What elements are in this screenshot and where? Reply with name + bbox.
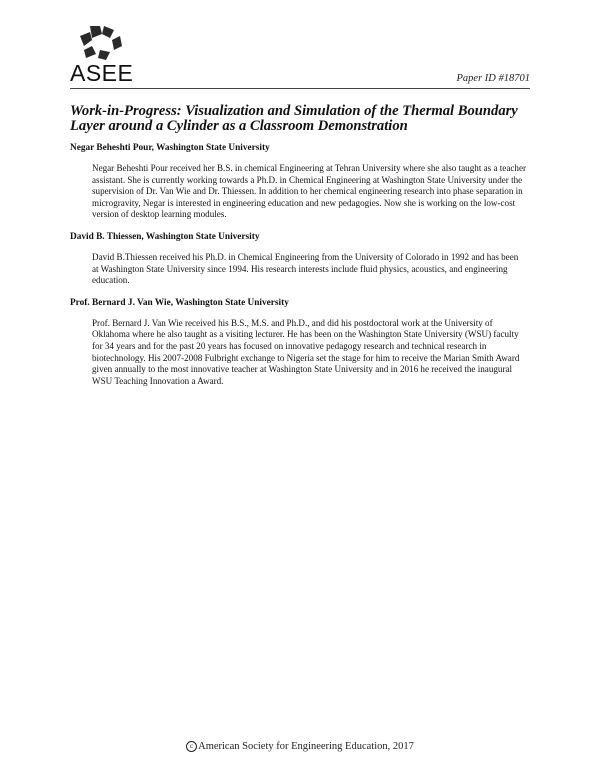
asee-logo-icon	[70, 24, 134, 64]
author-name: Negar Beheshti Pour, Washington State University	[70, 143, 270, 153]
copyright-text: American Society for Engineering Education, 2017	[198, 741, 414, 752]
copyright-footer	[0, 741, 600, 752]
author-bio: David B.Thiessen received his Ph.D. in Chemical Engineering from the University of Colorado in 1992 and has been at Washington State University since 1994. His research interests include fluid physics, acoustics, and engineering education.	[92, 251, 519, 286]
author-name: Prof. Bernard J. Van Wie, Washington State University	[70, 297, 289, 308]
author-entry	[70, 142, 535, 221]
copyright-icon: c	[186, 741, 197, 752]
paper-id: Paper ID #18701	[456, 73, 530, 84]
paper-title: Work-in-Progress: Visualization and Simulation of the Thermal Boundary Layer around a Cylinder as a Classroom Demonstration	[70, 103, 518, 134]
author-entry	[70, 231, 535, 287]
author-bio: Prof. Bernard J. Van Wie received his B.S., M.S. and Ph.D., and did his postdoctoral work at the University of Oklahoma where he also taught as a visiting lecturer. He has been on the Washington State University (WSU) faculty for 34 years and for the past 20 years has focused on innovative pedagogy research and technical research in biotechnology. His 2007-2008 Fulbright exchange to Nigeria set the stage for him to receive the Marian Smith Award given annually to the most innovative teacher at Washington State University and in 2016 he received the inaugural WSU Teaching Innovation a Award.	[92, 317, 520, 386]
header-divider	[70, 88, 530, 89]
author-bio: Negar Beheshti Pour received her B.S. in chemical Engineering at Tehran University where she also taught as a teacher assistant. She is currently working towards a Ph.D. in Chemical Engineering at Washington State University under the supervision of Dr. Van Wie and Dr. Thiessen. In addition to her chemical engineering research into phase separation in microgravity, Negar is interested in engineering education and new pedagogies. Now she is working on the low-cost version of desktop learning modules.	[92, 163, 527, 220]
author-entry	[70, 297, 535, 388]
author-bios	[70, 142, 535, 397]
asee-logo-text: ASEE	[70, 60, 134, 86]
author-name: David B. Thiessen, Washington State University	[70, 231, 260, 242]
